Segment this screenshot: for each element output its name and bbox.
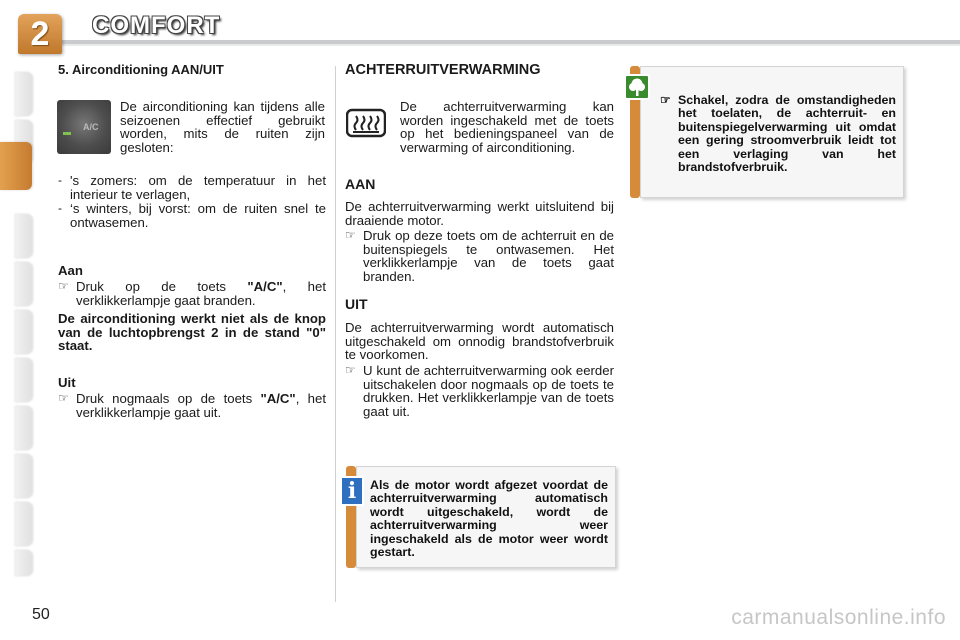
uit-bullet: ☞ Druk nogmaals op de toets "A/C", het verklikkerlampje gaat uit.: [58, 391, 326, 420]
hand-pointer-icon: ☞: [345, 363, 356, 377]
airco-dash-list: [58, 174, 326, 229]
rear-uit-bullet: ☞ U kunt de achterruitverwarming ook eerder uitschakelen door nogmaals op de toets te drukken. Het verklikkerlampje van de toets gaat uit.: [345, 363, 614, 419]
hand-pointer-icon: ☞: [58, 391, 69, 405]
info-note-text: Als de motor wordt afgezet voordat de achterruitverwarming automatisch wordt uitgeschakeld, wordt de achterruitverwarming weer ingeschakeld als de motor weer wordt gestart.: [370, 478, 608, 560]
ac-label-glyph: A/C: [83, 122, 99, 132]
side-tab-5[interactable]: [14, 310, 32, 354]
rear-uit-text: De achterruitverwarming wordt automatisch uitgeschakeld om onnodig brandstofverbruik te voorkomen.: [345, 320, 614, 362]
watermark: carmanualsonline.info: [731, 606, 946, 629]
aan-bullet: ☞ Druk op de toets "A/C", het verklikkerlampje gaat branden.: [58, 279, 326, 308]
eco-note: ☞ Schakel, zodra de omstandigheden het toelaten, de achterruit- en buitenspiegelverwarming uit omdat een gering stroomverbruik leidt tot een verlaging van het brandstofverbruik.: [660, 93, 896, 175]
rear-uit-heading: UIT: [345, 296, 368, 312]
airco-warning: De airconditioning werkt niet als de knop van de luchtopbrengst 2 in de stand "0" staat.: [58, 311, 326, 353]
side-tab-10[interactable]: [14, 550, 32, 576]
side-tab-7[interactable]: [14, 406, 32, 450]
column-divider: [335, 66, 336, 602]
info-icon: i: [340, 476, 364, 506]
rear-defrost-intro: De achterruitverwarming kan worden ingeschakeld met de toets op het bedieningspaneel van de verwarming of airconditioning.: [400, 99, 614, 155]
side-tab-9[interactable]: [14, 502, 32, 546]
section-heading-airco: 5. Airconditioning AAN/UIT: [58, 62, 224, 77]
hand-pointer-icon: ☞: [58, 279, 69, 293]
chapter-title: COMFORT: [92, 12, 221, 39]
side-tab-1[interactable]: [14, 72, 32, 116]
side-tab-active[interactable]: [0, 142, 32, 190]
rear-aan-heading: AAN: [345, 176, 376, 192]
side-tab-4[interactable]: [14, 262, 32, 306]
rear-aan-text: De achterruitverwarming werkt uitsluitend bij draaiende motor.: [345, 199, 614, 228]
chapter-number-badge: 2: [18, 14, 62, 54]
hand-pointer-icon: ☞: [660, 93, 671, 107]
aan-subheading: Aan: [58, 263, 83, 278]
airco-intro: De airconditioning kan tijdens alle seizoenen effectief gebruikt worden, mits de ruiten zijn gesloten:: [120, 99, 325, 155]
rear-defrost-icon: [346, 107, 386, 139]
dash-item: - ‘s winters, bij vorst: om de ruiten snel te ontwasemen.: [58, 201, 326, 230]
side-tab-6[interactable]: [14, 358, 32, 402]
header-rule-shadow: [58, 44, 960, 46]
rear-aan-bullet: ☞ Druk op deze toets om de achterruit en de buitenspiegels te ontwasemen. Het verklikkerlampje van de toets gaat branden.: [345, 228, 614, 284]
section-heading-rear-defrost: ACHTERRUITVERWARMING: [345, 62, 541, 78]
eco-tree-icon: [624, 74, 650, 100]
page-number: 50: [32, 606, 50, 623]
ac-indicator-led: [63, 132, 71, 135]
uit-subheading: Uit: [58, 375, 76, 390]
dash-item: - 's zomers: om de temperatuur in het interieur te verlagen,: [58, 173, 326, 202]
hand-pointer-icon: ☞: [345, 228, 356, 242]
side-tab-8[interactable]: [14, 454, 32, 498]
side-tab-3[interactable]: [14, 214, 32, 258]
ac-button-icon: [57, 100, 111, 154]
